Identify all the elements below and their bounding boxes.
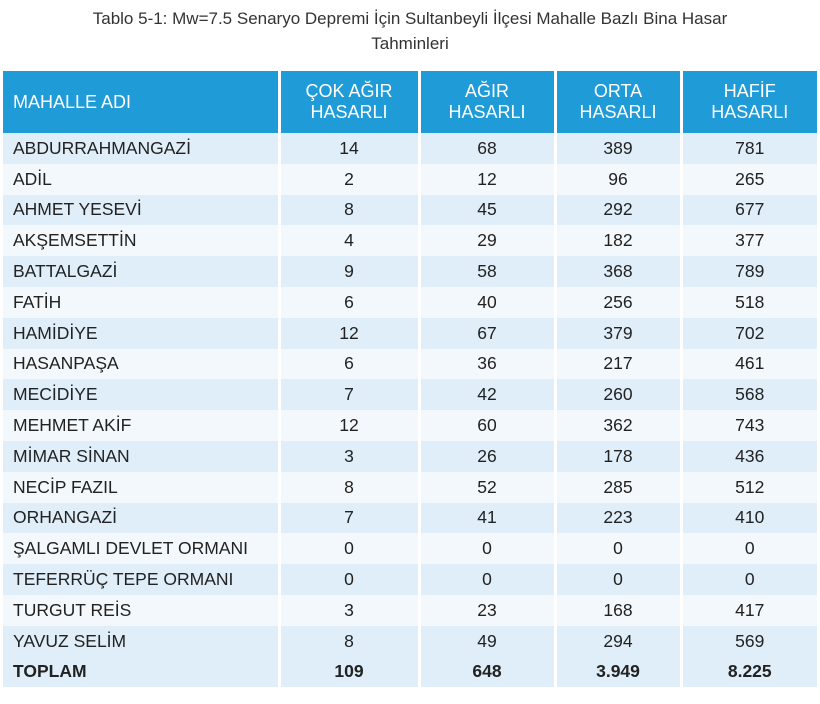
- cok-agir-value: 7: [279, 503, 419, 534]
- header-hafif-hasarli: HAFİF HASARLI: [681, 71, 817, 133]
- total-hafif: 8.225: [681, 657, 817, 688]
- cok-agir-value: 12: [279, 318, 419, 349]
- table-body: [3, 133, 817, 687]
- agir-value: 58: [419, 256, 555, 287]
- cok-agir-value: 0: [279, 564, 419, 595]
- agir-value: 40: [419, 287, 555, 318]
- mahalle-name: ŞALGAMLI DEVLET ORMANI: [3, 533, 279, 564]
- hafif-value: 0: [681, 564, 817, 595]
- hafif-value: 518: [681, 287, 817, 318]
- agir-value: 45: [419, 195, 555, 226]
- caption-line-2: Tahminleri: [371, 34, 449, 53]
- mahalle-name: AKŞEMSETTİN: [3, 225, 279, 256]
- orta-value: 178: [555, 441, 681, 472]
- header-agir-hasarli: AĞIR HASARLI: [419, 71, 555, 133]
- hafif-value: 781: [681, 133, 817, 164]
- orta-value: 389: [555, 133, 681, 164]
- mahalle-name: TEFERRÜÇ TEPE ORMANI: [3, 564, 279, 595]
- cok-agir-value: 8: [279, 472, 419, 503]
- agir-value: 29: [419, 225, 555, 256]
- hafif-value: 702: [681, 318, 817, 349]
- cok-agir-value: 8: [279, 195, 419, 226]
- hafif-value: 0: [681, 533, 817, 564]
- agir-value: 68: [419, 133, 555, 164]
- hafif-value: 743: [681, 410, 817, 441]
- table-row: [3, 287, 817, 318]
- hafif-value: 569: [681, 626, 817, 657]
- hafif-value: 417: [681, 595, 817, 626]
- header-row: [3, 71, 817, 133]
- hafif-value: 377: [681, 225, 817, 256]
- table-caption: [0, 6, 820, 56]
- orta-value: 223: [555, 503, 681, 534]
- mahalle-name: HASANPAŞA: [3, 349, 279, 380]
- mahalle-name: NECİP FAZIL: [3, 472, 279, 503]
- hafif-value: 677: [681, 195, 817, 226]
- mahalle-name: AHMET YESEVİ: [3, 195, 279, 226]
- table-row: [3, 595, 817, 626]
- orta-value: 182: [555, 225, 681, 256]
- table-row: [3, 225, 817, 256]
- table-row: [3, 441, 817, 472]
- table-row: [3, 164, 817, 195]
- mahalle-name: ORHANGAZİ: [3, 503, 279, 534]
- hafif-value: 789: [681, 256, 817, 287]
- orta-value: 379: [555, 318, 681, 349]
- total-agir: 648: [419, 657, 555, 688]
- hafif-value: 265: [681, 164, 817, 195]
- table-row: [3, 503, 817, 534]
- orta-value: 260: [555, 379, 681, 410]
- mahalle-name: MECİDİYE: [3, 379, 279, 410]
- mahalle-name: ABDURRAHMANGAZİ: [3, 133, 279, 164]
- hafif-value: 461: [681, 349, 817, 380]
- cok-agir-value: 7: [279, 379, 419, 410]
- orta-value: 285: [555, 472, 681, 503]
- orta-value: 368: [555, 256, 681, 287]
- cok-agir-value: 3: [279, 441, 419, 472]
- agir-value: 60: [419, 410, 555, 441]
- total-cok-agir: 109: [279, 657, 419, 688]
- hafif-value: 410: [681, 503, 817, 534]
- header-orta-hasarli: ORTA HASARLI: [555, 71, 681, 133]
- total-label: TOPLAM: [3, 657, 279, 688]
- header-mahalle-adi: MAHALLE ADI: [3, 71, 279, 133]
- table-row: [3, 349, 817, 380]
- mahalle-name: MİMAR SİNAN: [3, 441, 279, 472]
- cok-agir-value: 6: [279, 287, 419, 318]
- hafif-value: 436: [681, 441, 817, 472]
- cok-agir-value: 9: [279, 256, 419, 287]
- orta-value: 168: [555, 595, 681, 626]
- cok-agir-value: 4: [279, 225, 419, 256]
- mahalle-name: MEHMET AKİF: [3, 410, 279, 441]
- agir-value: 23: [419, 595, 555, 626]
- table-row: [3, 626, 817, 657]
- hafif-value: 568: [681, 379, 817, 410]
- orta-value: 96: [555, 164, 681, 195]
- table-row: [3, 256, 817, 287]
- agir-value: 41: [419, 503, 555, 534]
- mahalle-name: BATTALGAZİ: [3, 256, 279, 287]
- table-row: [3, 133, 817, 164]
- table-row: [3, 564, 817, 595]
- orta-value: 0: [555, 533, 681, 564]
- agir-value: 12: [419, 164, 555, 195]
- cok-agir-value: 3: [279, 595, 419, 626]
- table-row: [3, 533, 817, 564]
- agir-value: 52: [419, 472, 555, 503]
- damage-estimate-table: [3, 71, 817, 687]
- mahalle-name: TURGUT REİS: [3, 595, 279, 626]
- cok-agir-value: 2: [279, 164, 419, 195]
- orta-value: 217: [555, 349, 681, 380]
- table-row: [3, 195, 817, 226]
- caption-line-1: Tablo 5-1: Mw=7.5 Senaryo Depremi İçin Sultanbeyli İlçesi Mahalle Bazlı Bina Hasar: [92, 9, 728, 28]
- orta-value: 256: [555, 287, 681, 318]
- mahalle-name: YAVUZ SELİM: [3, 626, 279, 657]
- cok-agir-value: 14: [279, 133, 419, 164]
- cok-agir-value: 8: [279, 626, 419, 657]
- agir-value: 0: [419, 564, 555, 595]
- cok-agir-value: 12: [279, 410, 419, 441]
- cok-agir-value: 0: [279, 533, 419, 564]
- mahalle-name: ADİL: [3, 164, 279, 195]
- hafif-value: 512: [681, 472, 817, 503]
- orta-value: 0: [555, 564, 681, 595]
- table-row: [3, 410, 817, 441]
- orta-value: 292: [555, 195, 681, 226]
- total-orta: 3.949: [555, 657, 681, 688]
- table-row: [3, 318, 817, 349]
- mahalle-name: HAMİDİYE: [3, 318, 279, 349]
- agir-value: 67: [419, 318, 555, 349]
- agir-value: 49: [419, 626, 555, 657]
- header-cok-agir-hasarli: ÇOK AĞIR HASARLI: [279, 71, 419, 133]
- agir-value: 0: [419, 533, 555, 564]
- orta-value: 362: [555, 410, 681, 441]
- agir-value: 42: [419, 379, 555, 410]
- mahalle-name: FATİH: [3, 287, 279, 318]
- orta-value: 294: [555, 626, 681, 657]
- table-row: [3, 472, 817, 503]
- agir-value: 26: [419, 441, 555, 472]
- table-row: [3, 379, 817, 410]
- cok-agir-value: 6: [279, 349, 419, 380]
- agir-value: 36: [419, 349, 555, 380]
- total-row: [3, 657, 817, 688]
